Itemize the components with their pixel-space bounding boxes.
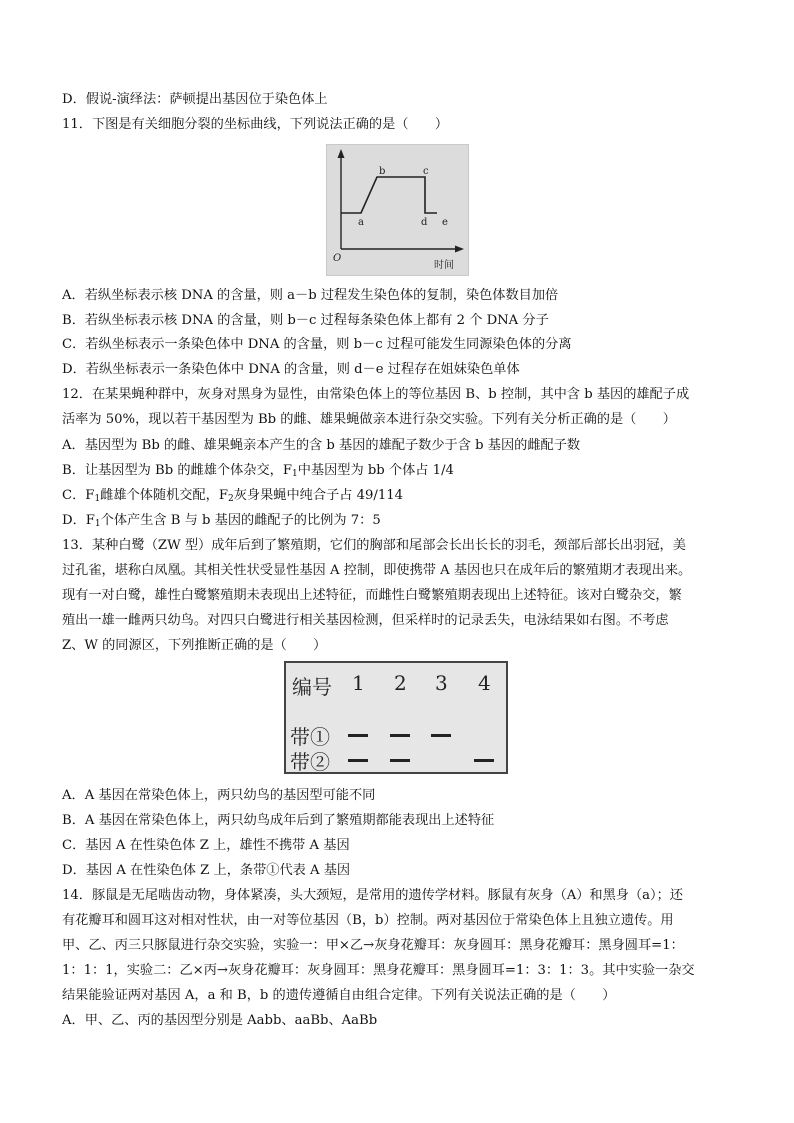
option-12b: B．让基因型为 Bb 的雌雄个体杂交，$F_1$中基因型为 bb 个体占 1/4 [62, 463, 454, 479]
gel-lane-3-label: 3 [435, 671, 448, 695]
option-11c: C．若纵坐标表示一条染色体中 DNA 的含量，则 b－c 过程可能发生同源染色体的分离 [62, 337, 572, 352]
point-a-label: a [358, 217, 364, 228]
option-12d: D．$F_1$个体产生含 B 与 b 基因的雌配子的比例为 7：5 [62, 513, 381, 529]
gel-header-label: 编号 [292, 675, 332, 699]
x-axis-label: 时间 [434, 260, 454, 271]
question-12-stem-2: 活率为 50%，现以若干基因型为 Bb 的雌、雄果蝇做亲本进行杂交实验。下列有关分析正确的是（ ） [62, 412, 676, 427]
option-13a: A．A 基因在常染色体上，两只幼鸟的基因型可能不同 [62, 788, 376, 803]
question-14-stem-1: 14．豚鼠是无尾啮齿动物，身体紧凑，头大颈短，是常用的遗传学材料。豚鼠有灰身（A）和黑身（a）；还 [62, 888, 683, 903]
point-c-label: c [423, 166, 429, 177]
question-14-stem-4: 1：1：1，实验二：乙×丙→灰身花瓣耳：灰身圆耳：黑身花瓣耳：黑身圆耳=1：3：1：3。其中实验一杂交 [62, 963, 695, 978]
option-13b: B．A 基因在常染色体上，两只幼鸟成年后到了繁殖期都能表现出上述特征 [62, 813, 495, 828]
option-11b: B．若纵坐标表示核 DNA 的含量，则 b－c 过程每条染色体上都有 2 个 DNA 分子 [62, 313, 549, 328]
gel-band-1-lane-2 [390, 734, 410, 737]
electrophoresis-gel [284, 661, 508, 774]
gel-lane-4-label: 4 [478, 671, 491, 695]
option-14a: A．甲、乙、丙的基因型分别是 Aabb、aaBb、AaBb [62, 1013, 378, 1028]
gel-band-2-lane-2 [390, 759, 410, 762]
gel-band-2-lane-4 [474, 759, 494, 762]
question-13-stem-3: 现有一对白鹭，雄性白鹭繁殖期未表现出上述特征，而雌性白鹭繁殖期表现出上述特征。该对白鹭杂交，繁 [62, 588, 682, 603]
gel-band-1-lane-1 [348, 734, 368, 737]
question-14-stem-2: 有花瓣耳和圆耳这对相对性状，由一对等位基因（B，b）控制。两对基因位于常染色体上且独立遗传。用 [62, 913, 674, 928]
question-12-stem-1: 12．在某果蝇种群中，灰身对黑身为显性，由常染色体上的等位基因 B、b 控制，其中含 b 基因的雄配子成 [62, 387, 690, 402]
cell-division-graph [326, 144, 469, 276]
gel-band-2-lane-1 [348, 759, 368, 762]
question-14-stem-3: 甲、乙、丙三只豚鼠进行杂交实验，实验一：甲×乙→灰身花瓣耳：灰身圆耳：黑身花瓣耳：黑身圆耳=1： [62, 938, 684, 953]
option-13d: D．基因 A 在性染色体 Z 上，条带①代表 A 基因 [62, 863, 351, 878]
question-14-stem-5: 结果能验证两对基因 A，a 和 B，b 的遗传遵循自由组合定律。下列有关说法正确的是（ ） [62, 988, 616, 1003]
option-12a: A．基因型为 Bb 的雌、雄果蝇亲本产生的含 b 基因的雄配子数少于含 b 基因的雌配子数 [62, 438, 581, 453]
question-13-stem-1: 13．某种白鹭（ZW 型）成年后到了繁殖期，它们的胸部和尾部会长出长长的羽毛，颈部后部长出羽冠，美 [62, 538, 686, 553]
option-11a: A．若纵坐标表示核 DNA 的含量，则 a－b 过程发生染色体的复制，染色体数目加倍 [62, 288, 559, 303]
option-10d: D．假说-演绎法：萨顿提出基因位于染色体上 [62, 92, 328, 107]
question-13-stem-5: Z、W 的同源区，下列推断正确的是（ ） [62, 638, 327, 653]
gel-lane-1-label: 1 [352, 671, 365, 695]
gel-band-1-lane-3 [431, 734, 451, 737]
origin-label: O [333, 253, 342, 264]
point-d-label: d [421, 217, 428, 228]
option-13c: C．基因 A 在性染色体 Z 上，雄性不携带 A 基因 [62, 838, 350, 853]
question-13-stem-2: 过孔雀，堪称白凤凰。其相关性状受显性基因 A 控制，即使携带 A 基因也只在成年后的繁殖期才表现出来。 [62, 563, 692, 578]
option-12c: C．$F_1$雌雄个体随机交配，$F_2$灰身果蝇中纯合子占 49/114 [62, 488, 404, 504]
question-13-stem-4: 殖出一雄一雌两只幼鸟。对四只白鹭进行相关基因检测，但采样时的记录丢失，电泳结果如右图。不考虑 [62, 613, 669, 628]
gel-band-1-label: 带① [290, 725, 330, 749]
gel-lane-2-label: 2 [394, 671, 407, 695]
point-b-label: b [379, 166, 386, 177]
gel-band-2-label: 带② [290, 750, 330, 774]
option-11d: D．若纵坐标表示一条染色体中 DNA 的含量，则 d－e 过程存在姐妹染色单体 [62, 362, 520, 377]
point-e-label: e [442, 217, 448, 228]
question-11-stem: 11．下图是有关细胞分裂的坐标曲线，下列说法正确的是（ ） [62, 117, 449, 132]
